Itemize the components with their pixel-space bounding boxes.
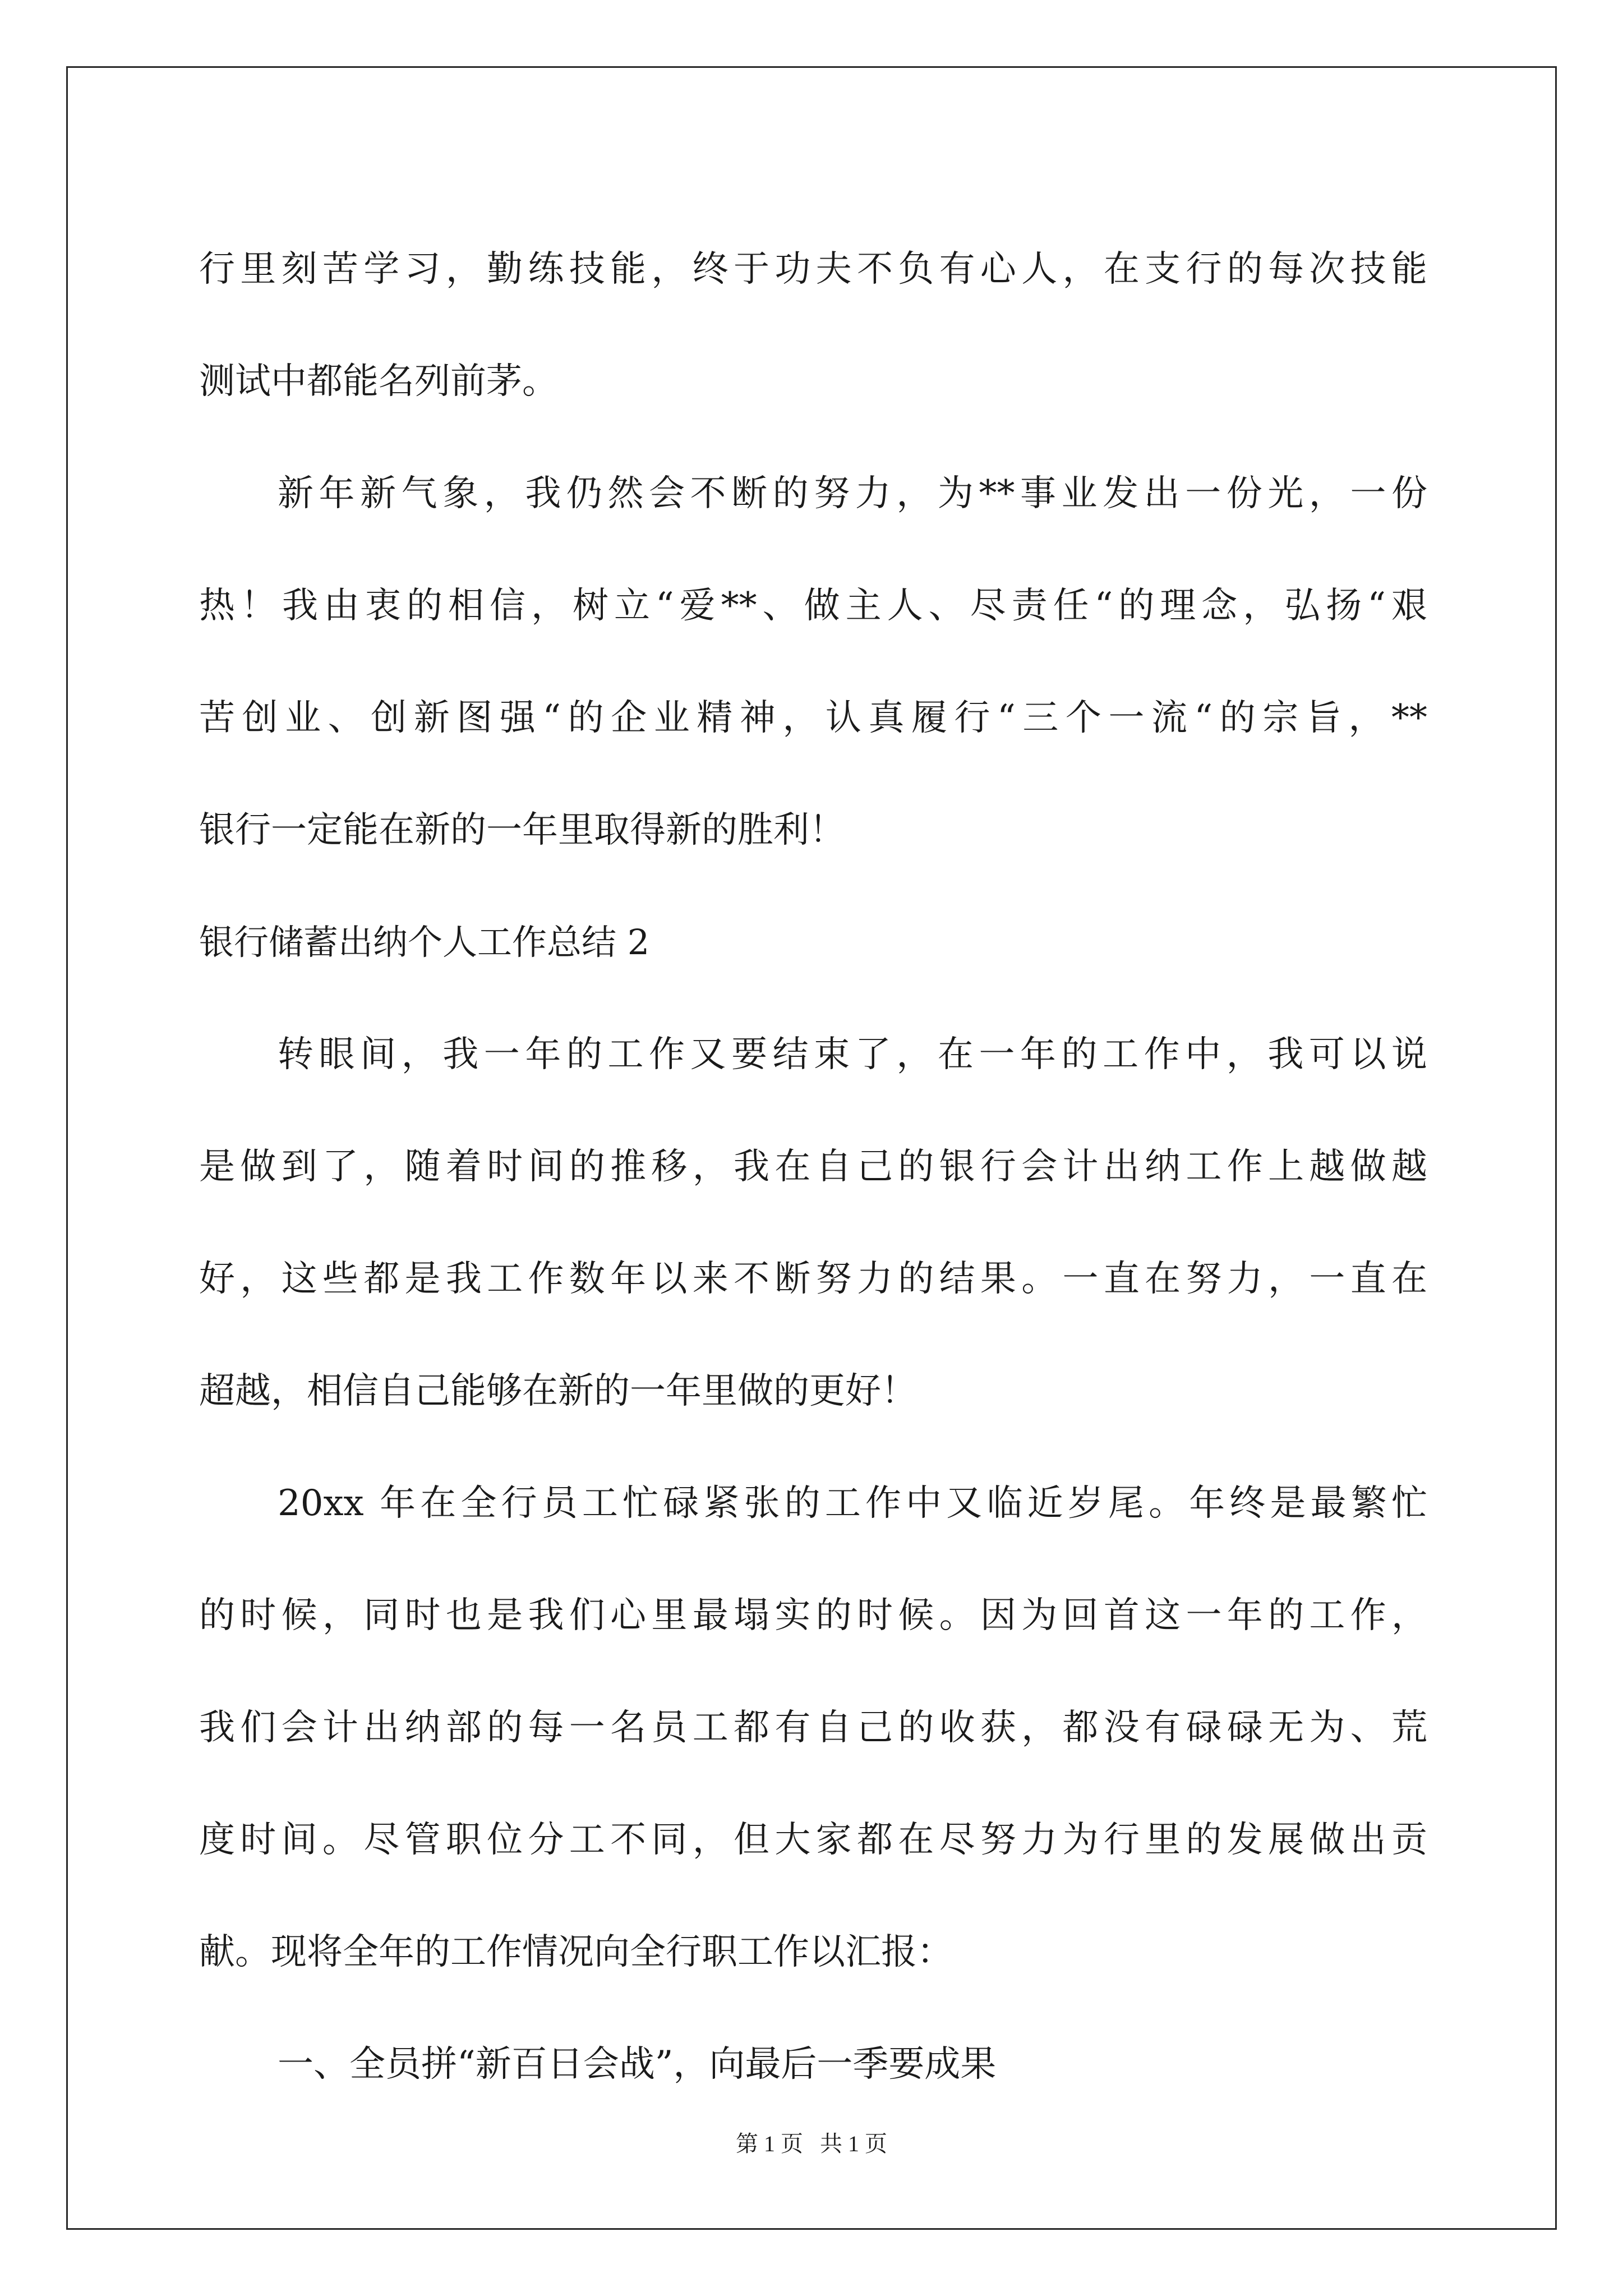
paragraph-line: 度时间。尽管职位分工不同，但大家都在尽努力为行里的发展做出贡 (199, 1819, 1427, 1861)
page-number: 第 1 页 (736, 2131, 803, 2156)
paragraph-line: 献。现将全年的工作情况向全行职工作以汇报： (199, 1931, 953, 1973)
paragraph-line: 我们会计出纳部的每一名员工都有自己的收获，都没有碌碌无为、荒 (199, 1707, 1427, 1749)
page-total: 共 1 页 (820, 2131, 887, 2156)
paragraph-line: 20xx 年在全行员工忙碌紧张的工作中又临近岁尾。年终是最繁忙 (278, 1483, 1427, 1524)
paragraph-line: 热！我由衷的相信，树立“爱**、做主人、尽责任“的理念，弘扬“艰 (199, 585, 1427, 627)
document-body (199, 213, 1427, 2120)
paragraph-line: 转眼间，我一年的工作又要结束了，在一年的工作中，我可以说 (278, 1034, 1427, 1075)
paragraph-line: 好，这些都是我工作数年以来不断努力的结果。一直在努力，一直在 (199, 1258, 1427, 1300)
section-heading: 银行储蓄出纳个人工作总结 2 (199, 922, 650, 963)
paragraph-line: 测试中都能名列前茅。 (199, 361, 558, 402)
paragraph-line: 是做到了，随着时间的推移，我在自己的银行会计出纳工作上越做越 (199, 1146, 1427, 1188)
paragraph-line: 银行一定能在新的一年里取得新的胜利！ (199, 809, 845, 851)
subsection-heading: 一、全员拼“新百日会战”，向最后一季要成果 (278, 2044, 997, 2085)
paragraph-line: 行里刻苦学习，勤练技能，终于功夫不负有心人，在支行的每次技能 (199, 249, 1427, 290)
paragraph-line: 的时候，同时也是我们心里最塌实的时候。因为回首这一年的工作， (199, 1595, 1427, 1636)
paragraph-line: 苦创业、创新图强“的企业精神，认真履行“三个一流“的宗旨，** (199, 697, 1427, 739)
paragraph-line: 超越，相信自己能够在新的一年里做的更好！ (199, 1370, 917, 1412)
paragraph-line: 新年新气象，我仍然会不断的努力，为**事业发出一份光，一份 (278, 473, 1427, 514)
page-footer (0, 2126, 1623, 2158)
